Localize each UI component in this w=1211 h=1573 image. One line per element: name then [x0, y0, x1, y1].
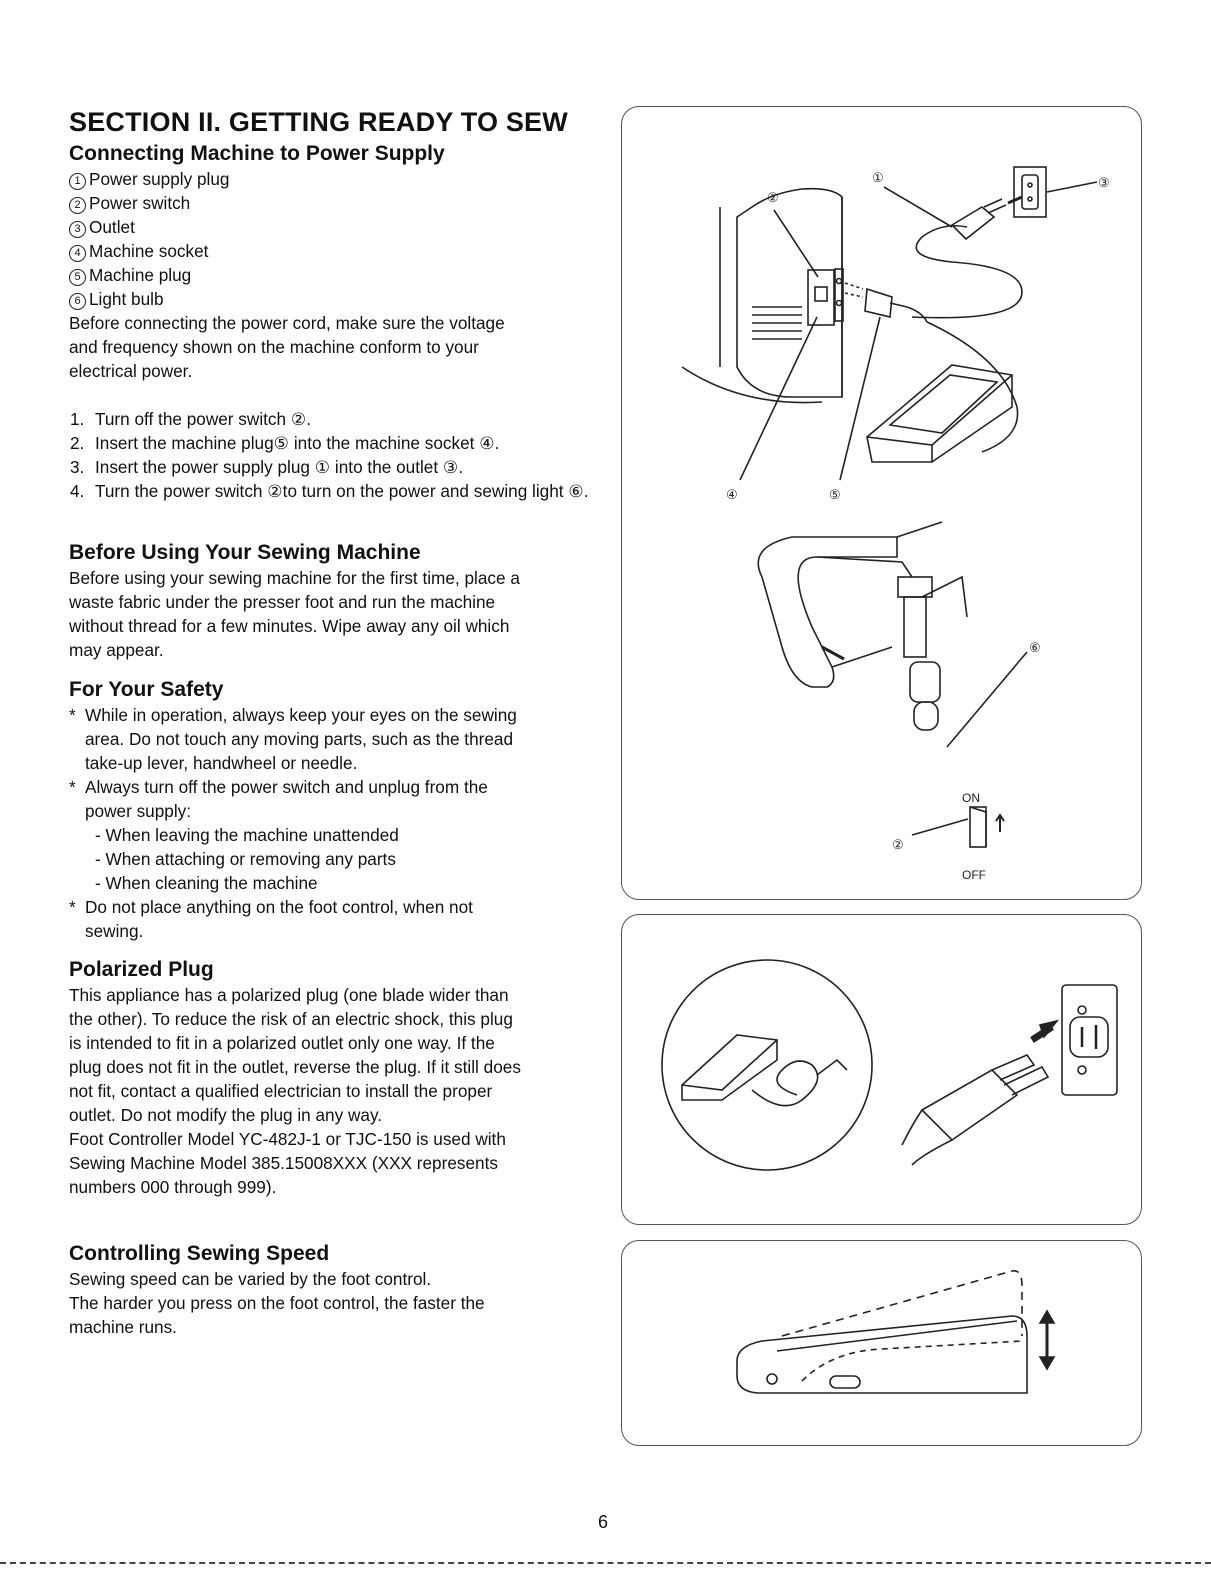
safety-line: While in operation, always keep your eyes on the sewing	[85, 705, 517, 725]
part-label: Machine plug	[89, 265, 192, 285]
text-line: Sewing speed can be varied by the foot control.	[69, 1269, 432, 1289]
part-label: Outlet	[89, 217, 135, 237]
text-line: plug does not fit in the outlet, reverse the plug. If it still does	[69, 1057, 521, 1077]
before-using-text	[69, 566, 609, 662]
part-item	[69, 239, 609, 263]
step-text: Turn off the power switch ②.	[95, 409, 312, 429]
safety-line: - When attaching or removing any parts	[95, 849, 396, 869]
switch-on-label: ON	[962, 791, 980, 805]
safety-line: area. Do not touch any moving parts, such as the thread	[85, 729, 514, 749]
power-intro	[69, 311, 609, 383]
part-label: Light bulb	[89, 289, 164, 309]
before-using-section	[69, 540, 609, 662]
polarized-section	[69, 957, 609, 1199]
safety-line: power supply:	[85, 801, 192, 821]
foot-control-illustration	[622, 1241, 1141, 1445]
text-line: and frequency shown on the machine conform to your	[69, 337, 479, 357]
step-number: 3.	[70, 457, 85, 477]
part-label: Power supply plug	[89, 169, 230, 189]
safety-item	[69, 703, 609, 775]
safety-line: take-up lever, handwheel or needle.	[85, 753, 358, 773]
polarized-heading: Polarized Plug	[69, 958, 214, 981]
part-number: 6	[69, 293, 86, 310]
before-using-heading: Before Using Your Sewing Machine	[69, 541, 421, 564]
polarized-plug-illustration	[622, 915, 1141, 1224]
step-text: Insert the power supply plug ① into the outlet ③.	[95, 457, 464, 477]
part-number: 3	[69, 221, 86, 238]
part-item	[69, 215, 609, 239]
label-2b: ②	[892, 837, 904, 852]
part-number: 2	[69, 197, 86, 214]
part-number: 1	[69, 173, 86, 190]
safety-list	[69, 703, 609, 943]
power-supply-section	[69, 106, 609, 503]
safety-line: - When cleaning the machine	[95, 873, 318, 893]
polarized-text	[69, 983, 609, 1199]
text-line: not fit, contact a qualified electrician to install the proper	[69, 1081, 493, 1101]
speed-heading: Controlling Sewing Speed	[69, 1242, 330, 1265]
speed-section	[69, 1241, 609, 1339]
text-line: the other). To reduce the risk of an electric shock, this plug	[69, 1009, 513, 1029]
safety-line: - When leaving the machine unattended	[95, 825, 399, 845]
foot-control-figure	[621, 1240, 1142, 1446]
part-item	[69, 263, 609, 287]
step-number: 4.	[70, 481, 85, 501]
text-line: is intended to fit in a polarized outlet only one way. If the	[69, 1033, 495, 1053]
bullet-asterisk: *	[69, 897, 76, 917]
safety-line: Do not place anything on the foot control, when not	[85, 897, 473, 917]
text-line: numbers 000 through 999).	[69, 1177, 277, 1197]
safety-heading: For Your Safety	[69, 678, 224, 701]
text-line: Foot Controller Model YC-482J-1 or TJC-150 is used with	[69, 1129, 506, 1149]
text-line: without thread for a few minutes. Wipe away any oil which	[69, 616, 510, 636]
step-text: Insert the machine plug⑤ into the machine socket ④.	[95, 433, 500, 453]
safety-line: Always turn off the power switch and unplug from the	[85, 777, 488, 797]
polarized-plug-figure	[621, 914, 1142, 1225]
bullet-asterisk: *	[69, 777, 76, 797]
label-5: ⑤	[829, 487, 841, 502]
text-line: machine runs.	[69, 1317, 177, 1337]
safety-line: sewing.	[85, 921, 144, 941]
step-item	[69, 455, 609, 479]
parts-list	[69, 167, 609, 311]
safety-item	[69, 775, 609, 895]
power-connection-illustration	[622, 107, 1141, 899]
label-6: ⑥	[1029, 640, 1041, 655]
step-text: Turn the power switch ②to turn on the power and sewing light ⑥.	[95, 481, 589, 501]
section-title: SECTION II. GETTING READY TO SEW	[69, 107, 568, 137]
text-line: electrical power.	[69, 361, 193, 381]
step-number: 2.	[70, 433, 85, 453]
power-supply-heading: Connecting Machine to Power Supply	[69, 142, 445, 165]
part-label: Power switch	[89, 193, 191, 213]
bullet-asterisk: *	[69, 705, 76, 725]
label-1: ①	[872, 170, 884, 185]
part-label: Machine socket	[89, 241, 209, 261]
page-number: 6	[598, 1512, 609, 1532]
label-2: ②	[767, 190, 779, 205]
text-line: waste fabric under the presser foot and run the machine	[69, 592, 496, 612]
step-item	[69, 407, 609, 431]
step-item	[69, 431, 609, 455]
step-number: 1.	[70, 409, 85, 429]
part-item	[69, 191, 609, 215]
text-line: Before connecting the power cord, make sure the voltage	[69, 313, 505, 333]
part-number: 5	[69, 269, 86, 286]
text-line: The harder you press on the foot control, the faster the	[69, 1293, 485, 1313]
label-4: ④	[726, 487, 738, 502]
safety-section	[69, 677, 609, 943]
safety-item	[69, 895, 609, 943]
part-item	[69, 167, 609, 191]
switch-off-label: OFF	[962, 868, 986, 882]
text-line: outlet. Do not modify the plug in any way.	[69, 1105, 383, 1125]
text-line: Before using your sewing machine for the first time, place a	[69, 568, 520, 588]
step-item	[69, 479, 609, 503]
part-number: 4	[69, 245, 86, 262]
steps-list	[69, 407, 609, 503]
text-line: Sewing Machine Model 385.15008XXX (XXX represents	[69, 1153, 498, 1173]
text-line: may appear.	[69, 640, 164, 660]
power-connection-figure	[621, 106, 1142, 900]
speed-text	[69, 1267, 609, 1339]
label-3: ③	[1098, 175, 1110, 190]
text-line: This appliance has a polarized plug (one blade wider than	[69, 985, 509, 1005]
bottom-divider	[0, 1562, 1211, 1564]
part-item	[69, 287, 609, 311]
